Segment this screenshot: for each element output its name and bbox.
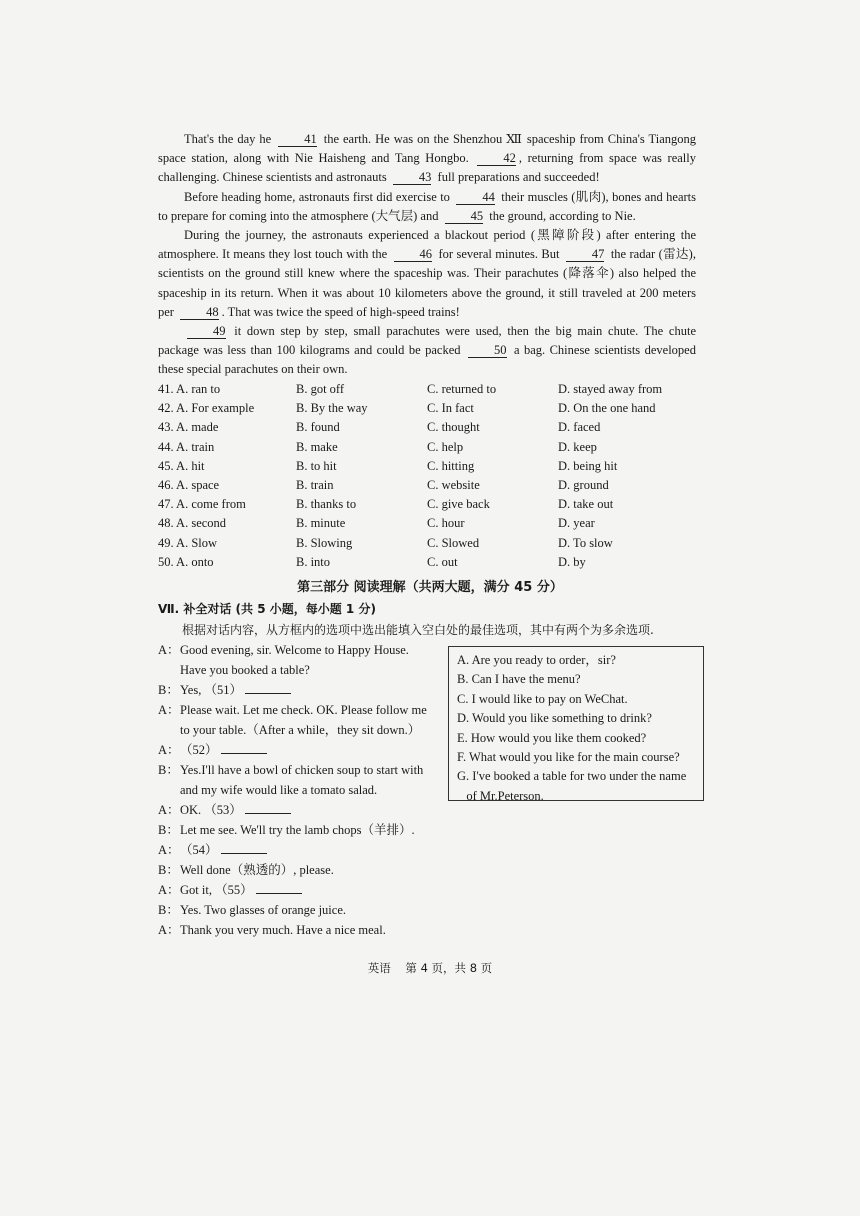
answer-blank-51[interactable] — [245, 681, 291, 694]
choice-b: B. Can I have the menu? — [457, 672, 581, 687]
dialog-line — [158, 640, 448, 660]
dialog-line — [158, 720, 448, 740]
option-row-49 — [158, 534, 718, 553]
dialog-line — [158, 820, 448, 840]
option-row-43 — [158, 418, 718, 437]
answer-blank-54[interactable] — [221, 841, 267, 854]
section-7-title: Ⅶ. 补全对话 (共 5 小题，每小题 1 分) — [158, 602, 376, 616]
option-42-c: C. In fact — [427, 401, 474, 416]
speaker — [158, 720, 180, 740]
speaker: A： — [158, 703, 180, 717]
dialog-line — [158, 920, 448, 940]
dialog-line — [158, 740, 448, 760]
dialog-line — [158, 760, 448, 780]
option-47-d: D. take out — [558, 497, 614, 512]
option-41-b: B. got off — [296, 382, 345, 396]
blank-45: 45 — [445, 209, 484, 224]
dialog-line — [158, 860, 448, 880]
option-44-a: 44. A. train — [158, 439, 215, 454]
choice-d: D. Would you like something to drink? — [457, 711, 652, 726]
option-42-a: 42. A. For example — [158, 401, 255, 416]
dialog-text: Good evening, sir. Welcome to Happy House. — [180, 643, 409, 657]
dialog-text: Yes, （51） — [180, 683, 242, 697]
choice-a: A. Are you ready to order，sir? — [457, 653, 616, 667]
cloze-options — [158, 380, 718, 572]
option-50-a: 50. A. onto — [158, 554, 214, 569]
blank-46: 46 — [394, 247, 433, 262]
speaker: A： — [158, 743, 180, 757]
blank-50: 50 — [468, 343, 507, 358]
option-row-44 — [158, 438, 718, 457]
dialog-text: Let me see. We'll try the lamb chops（羊排）. — [180, 823, 415, 837]
dialog-text: Yes.I'll have a bowl of chicken soup to start with — [180, 763, 424, 777]
speaker: B： — [158, 823, 179, 837]
speaker: B： — [158, 763, 179, 777]
option-45-c: C. hitting — [427, 458, 475, 473]
section-7-instruction: 根据对话内容，从方框内的选项中选出能填入空白处的最佳选项，其中有两个为多余选项. — [182, 623, 654, 637]
option-row-46 — [158, 476, 718, 495]
option-48-a: 48. A. second — [158, 516, 227, 531]
option-44-d: D. keep — [558, 439, 597, 454]
blank-43: 43 — [393, 170, 432, 185]
option-48-c: C. hour — [427, 516, 465, 531]
passage-paragraph-1: That's the day he 41 the earth. He was on the Shenzhou Ⅻ spaceship from China's Tiangong space station, along with Nie Haisheng and Tang Hongbo. 42 , returning from space was really challenging. Chinese scientists and astronauts 43 full preparations and succeeded! — [158, 132, 696, 185]
option-46-a: 46. A. space — [158, 477, 220, 492]
option-46-b: B. train — [296, 477, 334, 492]
speaker: A： — [158, 843, 180, 857]
dialog-text: Yes. Two glasses of orange juice. — [180, 903, 347, 917]
option-43-c: C. thought — [427, 420, 480, 435]
speaker: A： — [158, 803, 180, 817]
blank-48: 48 — [180, 305, 219, 320]
option-42-b: B. By the way — [296, 401, 368, 416]
blank-49: 49 — [187, 324, 226, 339]
option-49-b: B. Slowing — [296, 535, 353, 550]
option-44-b: B. make — [296, 439, 338, 454]
dialog — [158, 640, 448, 940]
option-45-a: 45. A. hit — [158, 458, 205, 473]
passage-paragraph-2: Before heading home, astronauts first did exercise to 44 their muscles (肌肉), bones and hearts to prepare for coming into the atmosphere (大气层) and 45 the ground, according to Nie. — [158, 189, 696, 223]
part-3-title: 第三部分 阅读理解（共两大题，满分 45 分） — [297, 580, 563, 595]
passage-paragraph-4: 49 it down step by step, small parachutes were used, then the big main chute. The chute package was less than 100 kilograms and could be packed 50 a bag. Chinese scientists developed these special parachutes on their own. — [158, 324, 696, 377]
blank-42: 42 — [477, 151, 516, 166]
blank-47: 47 — [566, 247, 605, 262]
option-row-41 — [158, 380, 718, 399]
cloze-passage — [158, 130, 696, 380]
option-47-a: 47. A. come from — [158, 497, 246, 512]
choice-g-continued: of Mr.Peterson. — [457, 788, 544, 803]
dialog-line — [158, 900, 448, 920]
dialog-line — [158, 700, 448, 720]
option-43-a: 43. A. made — [158, 420, 219, 435]
option-row-47 — [158, 495, 718, 514]
dialog-line — [158, 880, 448, 900]
speaker: B： — [158, 863, 179, 877]
speaker: A： — [158, 923, 180, 937]
speaker — [158, 780, 180, 800]
option-42-d: D. On the one hand — [558, 401, 656, 416]
dialog-text: （54） — [180, 843, 218, 857]
answer-blank-53[interactable] — [245, 801, 291, 814]
option-41-d: D. stayed away from — [558, 382, 663, 396]
blank-41: 41 — [278, 132, 317, 147]
option-44-c: C. help — [427, 439, 464, 454]
dialog-line — [158, 680, 448, 700]
passage-paragraph-3: During the journey, the astronauts experienced a blackout period (黑障阶段) after entering the atmosphere. It means they lost touch with the 46 for several minutes. But 47 the radar (雷达), scientists on the ground still knew where the spaceship was. Their parachutes (降落伞) also helped the spaceship in its return. When it was about 10 kilometers above the ground, it still traveled at 200 meters per 48 . That was twice the speed of high-speed trains! — [158, 228, 696, 319]
option-row-48 — [158, 514, 718, 533]
option-row-42 — [158, 399, 718, 418]
option-41-c: C. returned to — [427, 382, 497, 396]
option-row-45 — [158, 457, 718, 476]
choice-box — [448, 646, 704, 801]
dialog-line — [158, 660, 448, 680]
choice-c: C. I would like to pay on WeChat. — [457, 691, 628, 706]
dialog-text: Well done（熟透的）, please. — [180, 863, 334, 877]
option-43-b: B. found — [296, 420, 340, 435]
dialog-text: Have you booked a table? — [180, 663, 310, 677]
option-47-b: B. thanks to — [296, 497, 357, 512]
speaker — [158, 660, 180, 680]
option-41-a: 41. A. ran to — [158, 382, 221, 396]
option-48-d: D. year — [558, 516, 595, 531]
dialog-text: （52） — [180, 743, 218, 757]
dialog-text: Please wait. Let me check. OK. Please follow me — [180, 703, 427, 717]
choice-f: F. What would you like for the main course? — [457, 750, 680, 765]
choice-e: E. How would you like them cooked? — [457, 730, 647, 745]
dialog-line — [158, 840, 448, 860]
page-footer: 英语 第 4 页，共 8 页 — [367, 961, 493, 975]
option-50-c: C. out — [427, 554, 458, 569]
speaker: A： — [158, 643, 180, 657]
dialog-line — [158, 800, 448, 820]
option-50-d: D. by — [558, 554, 586, 569]
speaker: A： — [158, 883, 180, 897]
speaker: B： — [158, 903, 179, 917]
option-49-d: D. To slow — [558, 535, 613, 550]
option-46-d: D. ground — [558, 477, 609, 492]
option-43-d: D. faced — [558, 420, 601, 435]
option-50-b: B. into — [296, 554, 331, 569]
dialog-text: Thank you very much. Have a nice meal. — [180, 923, 386, 937]
dialog-text: and my wife would like a tomato salad. — [180, 783, 378, 797]
option-49-a: 49. A. Slow — [158, 535, 218, 550]
option-47-c: C. give back — [427, 497, 490, 512]
dialog-line — [158, 780, 448, 800]
speaker: B： — [158, 683, 179, 697]
option-46-c: C. website — [427, 477, 480, 492]
option-49-c: C. Slowed — [427, 535, 480, 550]
option-row-50 — [158, 553, 718, 572]
dialog-text: to your table.（After a while，they sit down.） — [180, 723, 421, 737]
choice-g: G. I've booked a table for two under the name — [457, 769, 687, 784]
answer-blank-55[interactable] — [256, 881, 302, 894]
option-45-b: B. to hit — [296, 458, 337, 473]
blank-44: 44 — [456, 190, 495, 205]
dialog-text: Got it, （55） — [180, 883, 253, 897]
answer-blank-52[interactable] — [221, 741, 267, 754]
option-48-b: B. minute — [296, 516, 346, 531]
dialog-text: OK. （53） — [180, 803, 242, 817]
option-45-d: D. being hit — [558, 458, 618, 473]
